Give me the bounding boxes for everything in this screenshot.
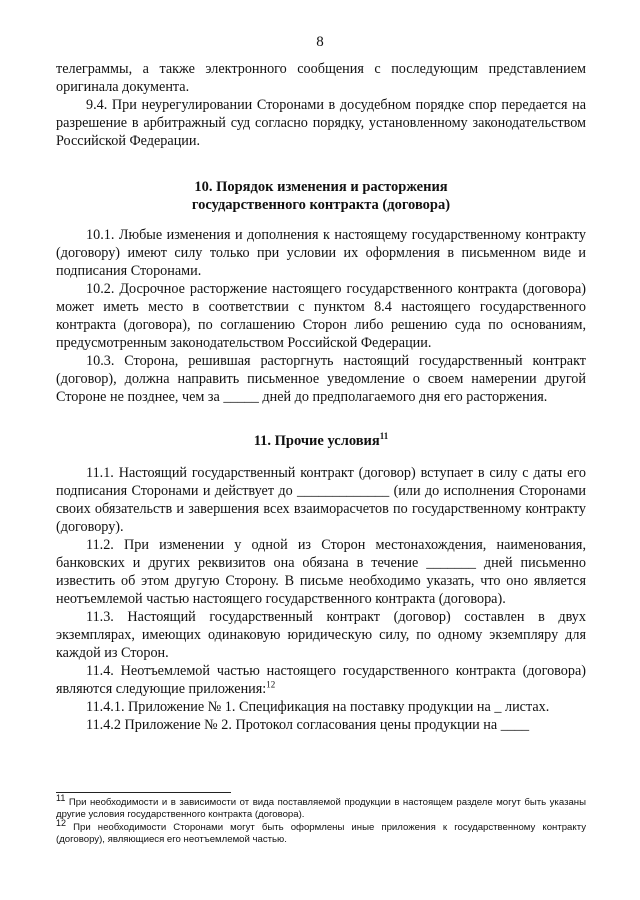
paragraph-9-4: 9.4. При неурегулировании Сторонами в досудебном порядке спор передается на разрешение в арбитражный суд согласно порядку, установленному законодательством Российской Федерации. [56,97,586,149]
paragraph-11-4 [56,662,586,698]
paragraph-11-4-2: 11.4.2 Приложение № 2. Протокол согласования цены продукции на ____ [86,717,530,733]
paragraph-11-2: 11.2. При изменении у одной из Сторон местонахождения, наименования, банковских и других реквизитов она обязана в течение _______ дней письменно известить об этом другую Сторону. В письме необходимо указать, что оно является неотъемлемой частью настоящего государственного контракта (договора). [56,537,586,607]
footnote-ref-11: 11 [379,431,389,442]
footnote-11 [56,792,586,821]
footnote-11-text: При необходимости и в зависимости от вида поставляемой продукции в настоящем разделе могут быть указаны другие условия государственного контракта (договора). [56,797,586,820]
paragraph-continuation: телеграммы, а также электронного сообщения с последующим представлением оригинала документа. [56,61,586,95]
page-number: 8 [316,34,324,50]
paragraph-10-3: 10.3. Сторона, решившая расторгнуть настоящий государственный контракт (договор), должна направить письменное уведомление о своем намерении другой Стороне не позднее, чем за _____ дней до предполагаемого дня его расторжения. [56,353,586,405]
footnote-12-text: При необходимости Сторонами могут быть оформлены иные приложения к государственному контракту (договору), являющиеся его неотъемлемой частью. [56,822,587,845]
paragraph-11-3: 11.3. Настоящий государственный контракт (договор) составлен в двух экземплярах, имеющих одинаковую юридическую силу, по одному экземпляру для каждой из Сторон. [56,609,586,661]
paragraph-10-2: 10.2. Досрочное расторжение настоящего государственного контракта (договора) может иметь место в соответствии с пунктом 8.4 настоящего государственного контракта (договора), по соглашению Сторон либо решению суда по основаниям, предусмотренным законодательством Российской Федерации. [56,281,586,351]
footnote-12-number: 12 [56,817,67,828]
footnote-12 [56,817,587,846]
paragraph-11-4-1: 11.4.1. Приложение № 1. Спецификация на поставку продукции на _ листах. [86,699,550,715]
section-10-heading-line2: государственного контракта (договора) [191,197,451,213]
document-body [56,60,586,734]
footnote-11-number: 11 [56,792,66,803]
footnote-separator [56,792,231,793]
section-10-heading-line1: 10. Порядок изменения и расторжения [194,179,448,195]
section-11-heading [56,432,586,450]
paragraph-10-1: 10.1. Любые изменения и дополнения к настоящему государственному контракту (договору) имеют силу только при условии их оформления в письменном виде и подписания Сторонами. [56,227,586,279]
paragraph-11-4-text: 11.4. Неотъемлемой частью настоящего государственного контракта (договора) являются следующие приложения: [56,663,586,697]
section-11-heading-text: 11. Прочие условия [253,433,380,449]
section-10-heading [56,178,586,214]
footnote-ref-12: 12 [266,679,276,690]
paragraph-11-1: 11.1. Настоящий государственный контракт (договор) вступает в силу с даты его подписания Сторонами и действует до _____________ (или до исполнения Сторонами своих обязательств и завершения всех взаиморасчетов по государственному контракту (договору). [56,465,586,535]
